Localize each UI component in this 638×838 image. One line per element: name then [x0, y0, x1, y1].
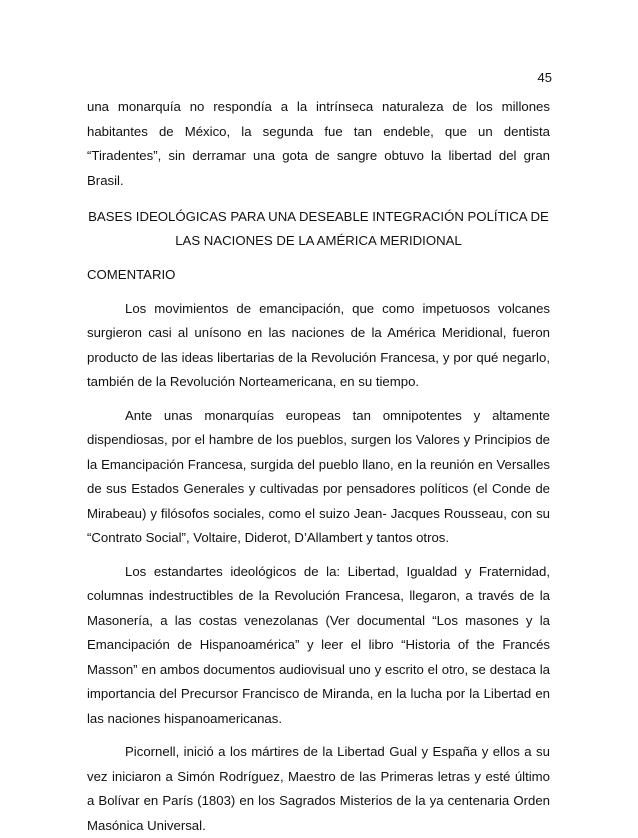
paragraph-2: Ante unas monarquías europeas tan omnipotentes y altamente dispendiosas, por el hambre de los pueblos, surgen los Valores y Principios de la Emancipación Francesa, surgida del pueblo llano, en la reunión en Versalles de sus Estados Generales y cultivadas por pensadores políticos (el Conde de Mirabeau) y filósofos sociales, como el suizo Jean- Jacques Rousseau, con su “Contrato Social”, Voltaire, Diderot, D’Allambert y tantos otros.	[87, 407, 550, 545]
paragraph-4: Picornell, inició a los mártires de la Libertad Gual y España y ellos a su vez iniciaron a Simón Rodríguez, Maestro de las Primeras letras y esté último a Bolívar en París (1803) en los Sagrados Misterios de la ya centenaria Orden Masónica Universal.	[87, 744, 550, 833]
intro-paragraph: una monarquía no respondía a la intrínseca naturaleza de los millones habitantes de México, la segunda fue tan endeble, que un dentista “Tiradentes”, sin derramar una gota de sangre obtuvo la libertad del gran Brasil.	[87, 99, 550, 188]
paragraph-3: Los estandartes ideológicos de la: Libertad, Igualdad y Fraternidad, columnas indestructibles de la Revolución Francesa, llegaron, a través de la Masonería, a las costas venezolanas (Ver documental “Los masones y la Emancipación de Hispanoamérica” y leer el libro “Historia of the Francés Masson” en ambos documentos audiovisual uno y escrito el otro, se destaca la importancia del Precursor Francisco de Miranda, en la lucha por la Libertad en las naciones hispanoamericanas.	[87, 563, 550, 726]
document-body	[87, 95, 550, 838]
subheading: COMENTARIO	[87, 267, 176, 282]
paragraph-1: Los movimientos de emancipación, que como impetuosos volcanes surgieron casi al unísono en las naciones de la América Meridional, fueron producto de las ideas libertarias de la Revolución Francesa, y por qué negarlo, también de la Revolución Norteamericana, en su tiempo.	[87, 300, 550, 389]
page-number: 45	[537, 70, 552, 85]
section-heading	[87, 205, 550, 253]
section-heading-line-2: LAS NACIONES DE LA AMÉRICA MERIDIONAL	[175, 233, 462, 248]
section-heading-line-1: BASES IDEOLÓGICAS PARA UNA DESEABLE INTEGRACIÓN POLÍTICA DE	[88, 209, 549, 224]
